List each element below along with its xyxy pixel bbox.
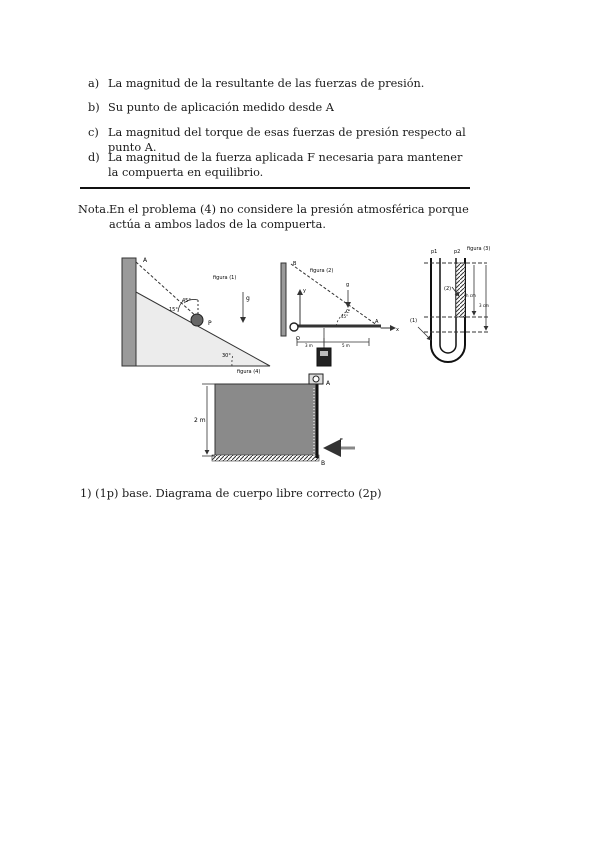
fig2-wall [281,263,286,336]
fig3-liquid-column [456,263,465,317]
fig4-label-height: 2 m [194,417,206,424]
item-c-text: La magnitud del torque de esas fuerzas de presión respecto al punto A. [108,126,466,154]
fig3-label-p2: p2 [454,249,461,255]
fig2-label-a: A [375,319,379,325]
figure-4 [194,369,355,467]
figure-3 [410,246,490,362]
item-d-label: d) [88,151,100,164]
fig2-dim-left: 3 m [305,343,313,348]
fig1-label-15: 15° [169,307,178,313]
fig1-label-a: A [143,257,148,264]
item-c-label: c) [88,126,99,139]
fig4-label-a: A [326,380,331,387]
fig1-label-g: g [246,295,250,302]
fig3-title: figura (3) [467,246,491,252]
figure-2 [281,261,399,366]
fig1-label-45: 45° [182,298,191,304]
item-d-text: La magnitud de la fuerza aplicada F necesaria para mantener la compuerta en equilibrio. [108,151,463,179]
nota-text: En el problema (4) no considere la presión atmosférica porque actúa a ambos lados de la compuerta. [109,203,469,231]
fig4-label-f: F [340,438,343,444]
fig4-label-b: B [321,460,326,467]
fig2-label-c: C [346,309,350,315]
item-a-label: a) [88,77,100,90]
figure-1 [122,257,270,366]
fig1-incline [136,292,270,366]
fig4-ground-hatch [212,455,319,461]
fig2-dim-right: 5 m [342,343,350,348]
fig4-hinge-pin [313,376,319,382]
fig1-label-p: P [208,320,212,327]
fig2-mass-label-box [320,351,328,356]
fig3-label-1: (1) [410,318,418,324]
fig1-title: figura (1) [213,275,237,281]
fig3-label-p1: p1 [431,249,438,255]
fig3-label-h: h cm [466,293,476,298]
fig4-title: figura (4) [237,369,261,375]
item-b-label: b) [88,101,100,114]
item-b-text: Su punto de aplicación medido desde A [108,101,334,114]
fig2-label-g: g [346,282,350,288]
fig2-pivot [290,323,298,331]
nota-label: Nota. [78,203,110,216]
fig1-label-30: 30° [222,353,231,359]
fig2-label-x: x [396,327,399,333]
fig3-label-2: (2) [444,286,452,292]
fig1-point-p-body [191,314,203,326]
fig2-dashed-diagonal [291,264,381,328]
fig3-tube-inner [440,258,456,353]
fig2-label-y: y [303,288,306,294]
fig2-label-b: B [293,261,297,267]
fig1-wall [122,258,136,366]
fig3-pointer-1 [418,327,431,340]
fig2-label-angle: 45° [341,314,349,319]
fig2-hanging-mass [317,348,331,366]
fig4-water-tank [215,384,316,456]
fig2-label-o: O [296,336,300,342]
fig3-label-3cm: 3 cm [479,303,489,308]
fig2-title: figura (2) [310,268,334,274]
question-1: 1) (1p) base. Diagrama de cuerpo libre correcto (2p) [80,487,382,500]
item-a-text: La magnitud de la resultante de las fuerzas de presión. [108,77,425,90]
